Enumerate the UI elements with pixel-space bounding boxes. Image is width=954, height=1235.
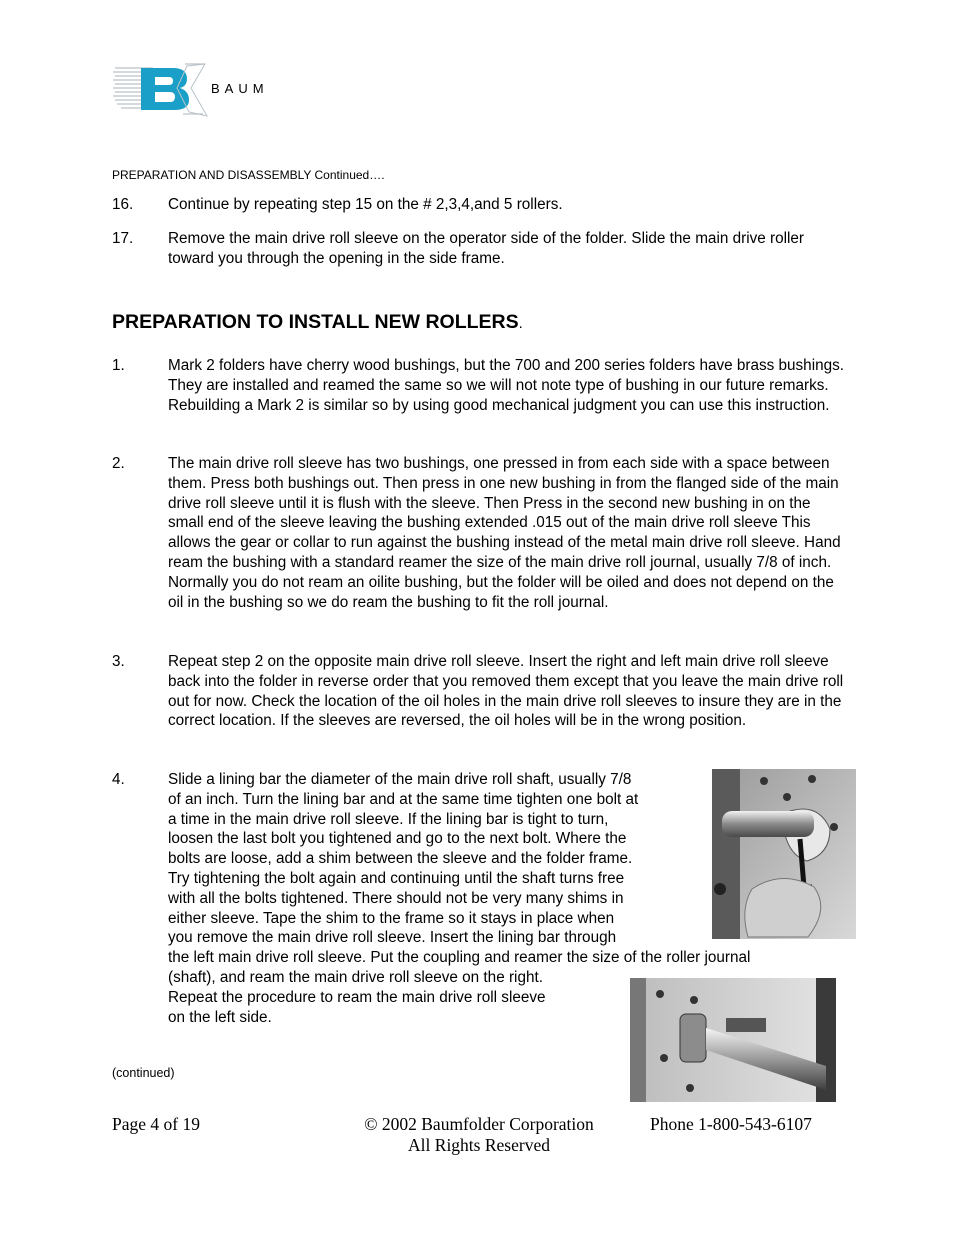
step-line: a time in the main drive roll sleeve. If the lining bar is tight to turn, [168,810,609,828]
list-item [112,454,847,612]
brand-name: BAUM [211,81,269,96]
step-number: 3. [112,653,125,670]
step-line: (shaft), and ream the main drive roll sleeve on the right. [168,968,543,986]
copyright-block [356,1114,602,1156]
step-line: of an inch. Turn the lining bar and at the same time tighten one bolt at [168,790,639,808]
step-number: 17. [112,230,134,247]
step-line: on the left side. [168,1008,272,1026]
step-number: 1. [112,357,125,374]
heading-title: PREPARATION TO INSTALL NEW ROLLERS [112,311,519,333]
step-line: either sleeve. Tape the shim to the frame so it stays in place when [168,909,615,927]
section-heading [112,311,523,334]
step-line: with all the bolts tightened. There should not be very many shims in [168,889,624,907]
list-item [112,356,847,415]
list-item [112,652,847,731]
list-item [112,195,847,215]
step-number: 4. [112,771,125,788]
heading-suffix: . [518,315,523,332]
step-line: loosen the last bolt you tightened and go to the next bolt. Where the [168,830,627,848]
step-number: 16. [112,196,134,213]
section-continued-label: PREPARATION AND DISASSEMBLY Continued…. [112,168,385,182]
step-line: bolts are loose, add a shim between the sleeve and the folder frame. [168,850,633,868]
step-line: the left main drive roll sleeve. Put the coupling and reamer the size of the roller journal [168,949,751,967]
list-item [112,229,847,269]
step-text: Repeat step 2 on the opposite main drive roll sleeve. Insert the right and left main drive roll sleeve back into the folder in reverse order that you removed them except that you leave the main drive roll out for now. Check the location of the oil holes in the main drive roll sleeves to insure they are in the correct location. If the sleeves are reversed, the oil holes will be in the wrong position. [168,653,844,730]
rights-text: All Rights Reserved [408,1135,550,1155]
step-line: Slide a lining bar the diameter of the main drive roll shaft, usually 7/8 [168,771,632,788]
photo-lining-bar [712,769,856,939]
photo-reamer [630,978,836,1102]
step-line: Repeat the procedure to ream the main drive roll sleeve [168,988,546,1006]
step-number: 2. [112,455,125,472]
step-text: Mark 2 folders have cherry wood bushings, but the 700 and 200 series folders have brass bushings. They are installed and reamed the same so we will not note type of bushing in our future remarks. Rebuilding a Mark 2 is similar so by using good mechanical judgment you can use this instruction. [168,357,845,414]
step-line: you remove the main drive roll sleeve. Insert the lining bar through [168,929,617,947]
page-number: Page 4 of 19 [112,1114,200,1134]
copyright-text: © 2002 Baumfolder Corporation [364,1114,594,1134]
step-text: Remove the main drive roll sleeve on the operator side of the folder. Slide the main drive roller toward you through the opening in the side frame. [168,230,805,267]
phone-number: Phone 1-800-543-6107 [650,1114,812,1134]
step-text: Continue by repeating step 15 on the # 2,3,4,and 5 rollers. [168,196,563,213]
continued-note: (continued) [112,1066,175,1080]
step-text: The main drive roll sleeve has two bushings, one pressed in from each side with a space between them. Press both bushings out. Then press in one new bushing in from the flanged side of the main drive roll sleeve until it is flush with the sleeve. Then Press in the second new bushing in on the small end of the sleeve leaving the bushing extended .015 out of the main drive roll sleeve This allows the gear or collar to run against the bushing instead of the metal main drive roll sleeve. Hand ream the bushing with a standard reamer the size of the main drive roll journal, usually 7/8 of inch. Normally you do not ream an oilite bushing, but the folder will be oiled and does not depend on the oil in the bushing so we do ream the bushing to fit the roll journal. [168,455,841,611]
step-line: Try tightening the bolt again and continuing until the shaft turns free [168,869,625,887]
